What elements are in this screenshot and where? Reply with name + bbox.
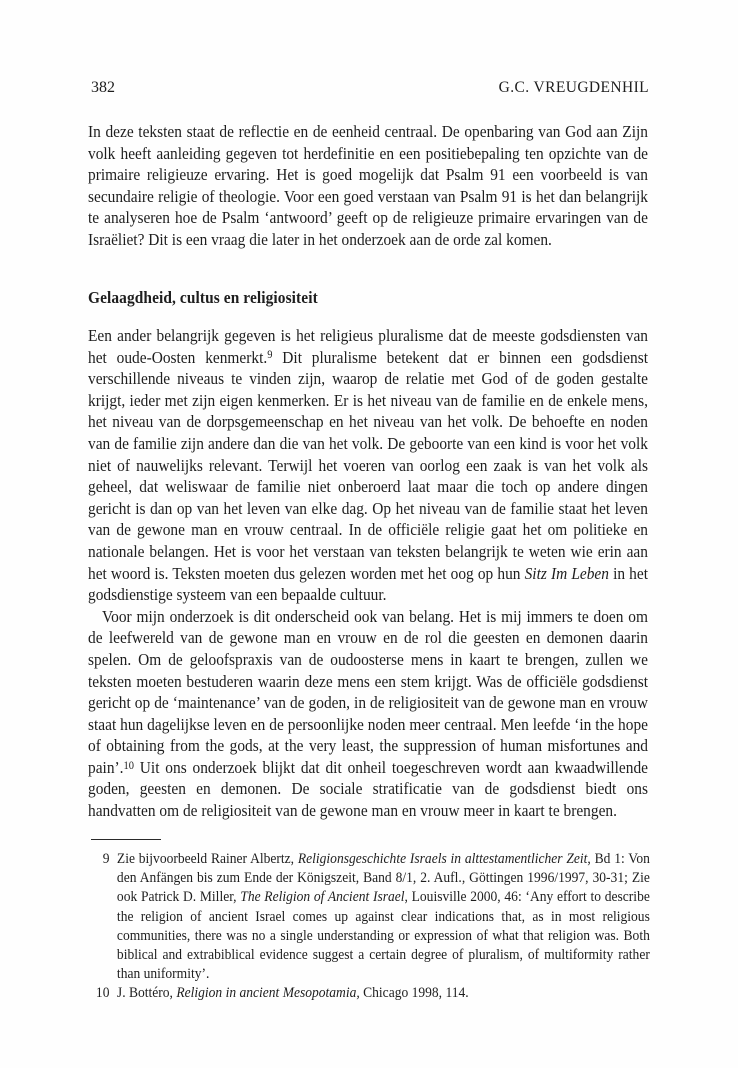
running-head-author: G.C. VREUGDENHIL: [498, 79, 649, 96]
footnote-item: [88, 984, 650, 1003]
section-heading: Gelaagdheid, cultus en religiositeit: [88, 288, 318, 307]
footnote-number: 9: [102, 851, 110, 867]
body-text: [88, 325, 648, 822]
paragraph-pluralism: Een ander belangrijk gegeven is het religieus pluralisme dat de meeste godsdiensten van het oude-Oosten kenmerkt.$^9$ Dit pluralisme betekent dat er binnen een godsdienst verschillende niveaus te vinden zijn, waarop de relatie met God of de goden gestalte krijgt, ieder met zijn eigen kenmerken. Er is het niveau van de familie en de enkele mens, het niveau van de dorpsgemeenschap en het niveau van het volk. De behoefte en noden van de familie zijn andere dan die van het volk. De geboorte van een kind is voor het volk niet of nauwelijks relevant. Terwijl het voeren van oorlog een zaak is van het volk als geheel, dat weliswaar de familie niet onberoerd laat maar die toch op andere dingen gericht is dan op van het leven van elke dag. Op het niveau van de familie staat het leven van de gewone man en vrouw centraal. In de officiële religie gaat het om politieke en nationale belangen. Het is voor het verstaan van teksten belangrijk te weten wie erin aan het woord is. Teksten moeten dus gelezen worden met het oog op hun Sitz Im Leben in het godsdienstige systeem van een bepaalde cultuur.: [88, 326, 648, 605]
running-header: [91, 79, 649, 97]
footnotes-section: [88, 850, 650, 1004]
paragraph-onderzoek: Voor mijn onderzoek is dit onderscheid ook van belang. Het is mij immers te doen om de leefwereld van de gewone man en vrouw en de rol die geesten en demonen daarin spelen. Om de geloofspraxis van de oudoosterse mens in kaart te brengen, zullen we teksten moeten bestuderen waarin deze mens een stem krijgt. Was de officiële godsdienst gericht op de ‘maintenance’ van de goden, in de religiositeit van de gewone man en vrouw staat hun dagelijkse leven en de persoonlijke noden meer centraal. Men leefde ‘in the hope of obtaining from the gods, at the very least, the suppression of human misfortunes and pain’.$^{10}$ Uit ons onderzoek blijkt dat dit onheil toegeschreven wordt aan kwaadwillende goden, geesten en demonen. De sociale stratificatie van de godsdienst biedt ons handvatten om de religiositeit van de gewone man en vrouw meer in kaart te brengen.: [88, 606, 648, 821]
intro-paragraph: In deze teksten staat de reflectie en de eenheid centraal. De openbaring van God aan Zijn volk heeft aanleiding gegeven tot herdefinitie en een positiebepaling ten opzichte van de primaire religieuze ervaring. Het is goed mogelijk dat Psalm 91 een voorbeeld is van secundaire religie of theologie. Voor een goed verstaan van Psalm 91 is het dan belangrijk te analyseren hoe de Psalm ‘antwoord’ geeft op de religieuze primaire ervaringen van de Israëliet? Dit is een vraag die later in het onderzoek aan de orde zal komen.: [88, 122, 648, 249]
footnote-text: Zie bijvoorbeeld Rainer Albertz, Religionsgeschichte Israels in alttestamentlicher Zeit, Bd 1: Von den Anfängen bis zum Ende der Königszeit, Band 8/1, 2. Aufl., Göttingen 1996/1997, 30-31; Zie ook Patrick D. Miller, The Religion of Ancient Israel, Louisville 2000, 46: ‘Any effort to describe the religion of ancient Israel comes up against clear indications that, as in most religious communities, there was no a single understanding or expression of what that religion was. Both biblical and extrabiblical evidence suggest a certain degree of pluralism, of multiformity rather than uniformity’.: [116, 851, 650, 983]
footnote-separator-rule: [91, 839, 161, 840]
footnote-text: J. Bottéro, Religion in ancient Mesopotamia, Chicago 1998, 114.: [116, 985, 469, 1002]
footnote-number: 10: [95, 985, 110, 1002]
footnote-item: [88, 850, 650, 984]
page-number: 382: [91, 79, 115, 96]
